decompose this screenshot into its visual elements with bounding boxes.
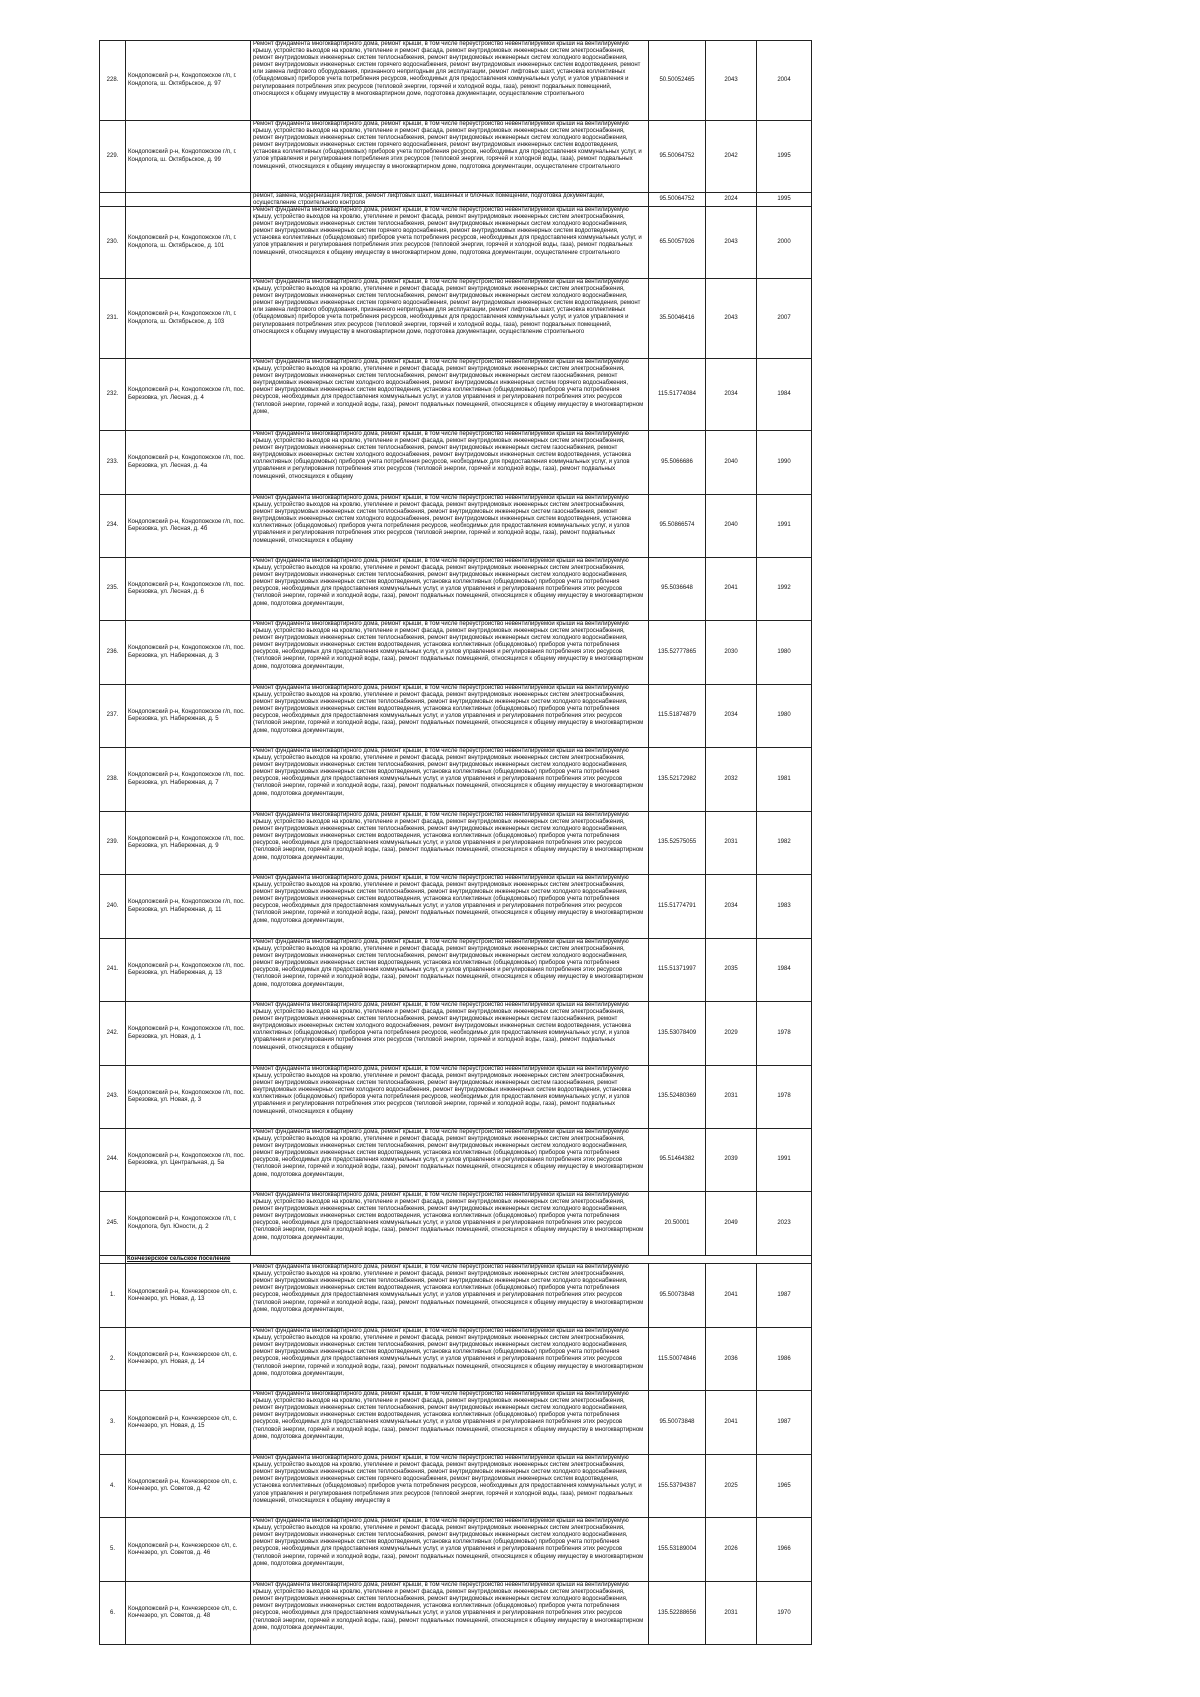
- address-cell: Кондопожский р-н, Кондопожское г/п, пос. Березовка, ул. Набережная, д. 9: [126, 812, 251, 875]
- works-description-cell: [251, 495, 649, 558]
- address-cell: Кондопожский р-н, Кондопожское г/п, пос. Березовка, ул. Новая, д. 3: [126, 1066, 251, 1129]
- build-year-cell: 1978: [757, 1002, 812, 1066]
- table-row: [100, 41, 812, 121]
- works-description-text: Ремонт фундамента многоквартирного дома, ремонт крыши, в том числе переустройство невентилируемой крыши на вентилируемую крышу, устройство выходов на кровлю, утепление и ремонт фасада, ремонт внутридомовых инженерных систем электроснабжения, ремонт внутридомовых инженерных систем теплоснабжения, ремонт внутридомовых инженерных систем холодного водоснабжения, ремонт внутридомовых инженерных систем водоотведения, установка коллективных (общедомовых) приборов учета потребления ресурсов, необходимых для предоставления коммунальных услуг, и узлов управления и регулирования потребления этих ресурсов (тепловой энергии, горячей и холодной воды, газа), ремонт подвальных помещений, относящихся к общему имуществу в многоквартирном доме, подготовка документации,: [253, 1391, 644, 1440]
- value-cell: 50.50052465: [649, 41, 706, 121]
- planned-year-cell: 2040: [706, 431, 757, 495]
- planned-year-cell: 2040: [706, 495, 757, 558]
- row-number-cell: 6.: [100, 1582, 126, 1645]
- build-year-cell: 1980: [757, 685, 812, 748]
- value-cell: 95.50064752: [649, 121, 706, 193]
- works-description-cell: [251, 875, 649, 939]
- row-number-cell: 239.: [100, 812, 126, 875]
- works-description-cell: [251, 1582, 649, 1645]
- address-cell: Кондопожский р-н, Кондопожское г/п, г. Кондопога, ш. Октябрьское, д. 103: [126, 279, 251, 359]
- build-year-cell: 1984: [757, 359, 812, 431]
- section-heading: Кончезерское сельское поселение: [126, 1256, 812, 1264]
- planned-year-cell: 2039: [706, 1129, 757, 1192]
- address-cell: Кондопожский р-н, Кондопожское г/п, пос. Березовка, ул. Лесная, д. 4б: [126, 495, 251, 558]
- table-row: [100, 193, 812, 207]
- planned-year-cell: 2025: [706, 1455, 757, 1518]
- table-row: [100, 431, 812, 495]
- works-description-text: Ремонт фундамента многоквартирного дома, ремонт крыши, в том числе переустройство невентилируемой крыши на вентилируемую крышу, устройство выходов на кровлю, утепление и ремонт фасада, ремонт внутридомовых инженерных систем электроснабжения, ремонт внутридомовых инженерных систем теплоснабжения, ремонт внутридомовых инженерных систем холодного водоснабжения, ремонт внутридомовых инженерных систем горячего водоснабжения, ремонт внутридомовых инженерных систем водоотведения, установка коллективных (общедомовых) приборов учета потребления ресурсов, необходимых для предоставления коммунальных услуг, и узлов управления и регулирования потребления этих ресурсов (тепловой энергии, горячей и холодной воды, газа), ремонт подвальных помещений, относящихся к общему имуществу в многоквартирном доме, подготовка документации, осуществление строительного: [253, 121, 642, 170]
- address-cell: Кондопожский р-н, Кондопожское г/п, пос. Березовка, ул. Центральная, д. 5а: [126, 1129, 251, 1192]
- works-description-text: Ремонт фундамента многоквартирного дома, ремонт крыши, в том числе переустройство невентилируемой крыши на вентилируемую крышу, устройство выходов на кровлю, утепление и ремонт фасада, ремонт внутридомовых инженерных систем электроснабжения, ремонт внутридомовых инженерных систем теплоснабжения, ремонт внутридомовых инженерных систем газоснабжения, ремонт внутридомовых инженерных систем холодного водоснабжения, ремонт внутридомовых инженерных систем водоотведения, установка коллективных (общедомовых) приборов учета потребления ресурсов, необходимых для предоставления коммунальных услуг, и узлов управления и регулирования потребления этих ресурсов (тепловой энергии, горячей и холодной воды, газа), ремонт подвальных помещений, относящихся к общему: [253, 495, 631, 544]
- address-cell: Кондопожский р-н, Кондопожское г/п, г. Кондопога, ш. Октябрьское, д. 101: [126, 207, 251, 279]
- value-cell: 135.52288656: [649, 1582, 706, 1645]
- works-description-cell: [251, 812, 649, 875]
- value-cell: 135.52480369: [649, 1066, 706, 1129]
- value-cell: 95.5066686: [649, 431, 706, 495]
- build-year-cell: 1984: [757, 939, 812, 1002]
- value-cell: 20.50001: [649, 1192, 706, 1256]
- planned-year-cell: 2042: [706, 121, 757, 193]
- table-row: [100, 1582, 812, 1645]
- build-year-cell: 1991: [757, 1129, 812, 1192]
- row-number-cell: 2.: [100, 1328, 126, 1391]
- planned-year-cell: 2030: [706, 621, 757, 685]
- works-description-cell: [251, 1264, 649, 1328]
- address-cell: Кондопожский р-н, Кондопожское г/п, пос. Березовка, ул. Набережная, д. 13: [126, 939, 251, 1002]
- value-cell: 135.52575055: [649, 812, 706, 875]
- works-description-text: Ремонт фундамента многоквартирного дома, ремонт крыши, в том числе переустройство невентилируемой крыши на вентилируемую крышу, устройство выходов на кровлю, утепление и ремонт фасада, ремонт внутридомовых инженерных систем электроснабжения, ремонт внутридомовых инженерных систем теплоснабжения, ремонт внутридомовых инженерных систем холодного водоснабжения, ремонт внутридомовых инженерных систем водоотведения, установка коллективных (общедомовых) приборов учета потребления ресурсов, необходимых для предоставления коммунальных услуг, и узлов управления и регулирования потребления этих ресурсов (тепловой энергии, горячей и холодной воды, газа), ремонт подвальных помещений, относящихся к общему имуществу в многоквартирном доме, подготовка документации,: [253, 685, 644, 734]
- planned-year-cell: 2036: [706, 1328, 757, 1391]
- address-cell: Кондопожский р-н, Кондопожское г/п, г. Кондопога, ш. Октябрьское, д. 99: [126, 121, 251, 193]
- address-cell: Кондопожский р-н, Кондопожское г/п, г. Кондопога, ш. Октябрьское, д. 97: [126, 41, 251, 121]
- planned-year-cell: 2043: [706, 279, 757, 359]
- planned-year-cell: 2032: [706, 748, 757, 812]
- value-cell: 115.51774791: [649, 875, 706, 939]
- table-row: [100, 1455, 812, 1518]
- row-number-cell: 233.: [100, 431, 126, 495]
- table-row: [100, 1002, 812, 1066]
- works-description-cell: [251, 207, 649, 279]
- works-description-cell: [251, 1066, 649, 1129]
- table-row: [100, 621, 812, 685]
- build-year-cell: 2000: [757, 207, 812, 279]
- address-cell: Кондопожский р-н, Кондопожское г/п, пос. Березовка, ул. Набережная, д. 11: [126, 875, 251, 939]
- works-description-cell: [251, 939, 649, 1002]
- works-description-text: Ремонт фундамента многоквартирного дома, ремонт крыши, в том числе переустройство невентилируемой крыши на вентилируемую крышу, устройство выходов на кровлю, утепление и ремонт фасада, ремонт внутридомовых инженерных систем электроснабжения, ремонт внутридомовых инженерных систем теплоснабжения, ремонт внутридомовых инженерных систем газоснабжения, ремонт внутридомовых инженерных систем холодного водоснабжения, ремонт внутридомовых инженерных систем водоотведения, установка коллективных (общедомовых) приборов учета потребления ресурсов, необходимых для предоставления коммунальных услуг, и узлов управления и регулирования потребления этих ресурсов (тепловой энергии, горячей и холодной воды, газа), ремонт подвальных помещений, относящихся к общему: [253, 1002, 631, 1051]
- build-year-cell: 1970: [757, 1582, 812, 1645]
- section-spacer: [100, 1256, 126, 1264]
- table-row: [100, 1264, 812, 1328]
- build-year-cell: 1990: [757, 431, 812, 495]
- table-row: [100, 1518, 812, 1582]
- works-description-cell: [251, 431, 649, 495]
- works-description-cell: [251, 621, 649, 685]
- works-description-cell: [251, 193, 649, 207]
- value-cell: 115.51874879: [649, 685, 706, 748]
- value-cell: 95.5036648: [649, 558, 706, 621]
- works-description-text: Ремонт фундамента многоквартирного дома, ремонт крыши, в том числе переустройство невентилируемой крыши на вентилируемую крышу, устройство выходов на кровлю, утепление и ремонт фасада, ремонт внутридомовых инженерных систем электроснабжения, ремонт внутридомовых инженерных систем теплоснабжения, ремонт внутридомовых инженерных систем холодного водоснабжения, ремонт внутридомовых инженерных систем водоотведения, установка коллективных (общедомовых) приборов учета потребления ресурсов, необходимых для предоставления коммунальных услуг, и узлов управления и регулирования потребления этих ресурсов (тепловой энергии, горячей и холодной воды, газа), ремонт подвальных помещений, относящихся к общему имуществу в многоквартирном доме, подготовка документации,: [253, 939, 644, 988]
- row-number-cell: 228.: [100, 41, 126, 121]
- works-description-text: Ремонт фундамента многоквартирного дома, ремонт крыши, в том числе переустройство невентилируемой крыши на вентилируемую крышу, устройство выходов на кровлю, утепление и ремонт фасада, ремонт внутридомовых инженерных систем электроснабжения, ремонт внутридомовых инженерных систем теплоснабжения, ремонт внутридомовых инженерных систем холодного водоснабжения, ремонт внутридомовых инженерных систем водоотведения, установка коллективных (общедомовых) приборов учета потребления ресурсов, необходимых для предоставления коммунальных услуг, и узлов управления и регулирования потребления этих ресурсов (тепловой энергии, горячей и холодной воды, газа), ремонт подвальных помещений, относящихся к общему имуществу в многоквартирном доме, подготовка документации,: [253, 1328, 644, 1377]
- build-year-cell: 2007: [757, 279, 812, 359]
- row-number-cell: 229.: [100, 121, 126, 193]
- works-description-text: Ремонт фундамента многоквартирного дома, ремонт крыши, в том числе переустройство невентилируемой крыши на вентилируемую крышу, устройство выходов на кровлю, утепление и ремонт фасада, ремонт внутридомовых инженерных систем электроснабжения, ремонт внутридомовых инженерных систем теплоснабжения, ремонт внутридомовых инженерных систем холодного водоснабжения, ремонт внутридомовых инженерных систем водоотведения, установка коллективных (общедомовых) приборов учета потребления ресурсов, необходимых для предоставления коммунальных услуг, и узлов управления и регулирования потребления этих ресурсов (тепловой энергии, горячей и холодной воды, газа), ремонт подвальных помещений, относящихся к общему имуществу в многоквартирном доме, подготовка документации,: [253, 875, 644, 924]
- works-description-cell: [251, 685, 649, 748]
- address-cell: Кондопожский р-н, Кондопожское г/п, пос. Березовка, ул. Лесная, д. 6: [126, 558, 251, 621]
- address-cell: Кондопожский р-н, Кондопожское г/п, пос. Березовка, ул. Лесная, д. 4: [126, 359, 251, 431]
- build-year-cell: 1995: [757, 193, 812, 207]
- table-row: [100, 875, 812, 939]
- planned-year-cell: 2024: [706, 193, 757, 207]
- works-description-text: Ремонт фундамента многоквартирного дома, ремонт крыши, в том числе переустройство невентилируемой крыши на вентилируемую крышу, устройство выходов на кровлю, утепление и ремонт фасада, ремонт внутридомовых инженерных систем электроснабжения, ремонт внутридомовых инженерных систем теплоснабжения, ремонт внутридомовых инженерных систем газоснабжения, ремонт внутридомовых инженерных систем холодного водоснабжения, ремонт внутридомовых инженерных систем водоотведения, установка коллективных (общедомовых) приборов учета потребления ресурсов, необходимых для предоставления коммунальных услуг, и узлов управления и регулирования потребления этих ресурсов (тепловой энергии, горячей и холодной воды, газа), ремонт подвальных помещений, относящихся к общему: [253, 1066, 631, 1115]
- value-cell: 95.50073848: [649, 1391, 706, 1455]
- planned-year-cell: 2031: [706, 1066, 757, 1129]
- works-description-text: Ремонт фундамента многоквартирного дома, ремонт крыши, в том числе переустройство невентилируемой крыши на вентилируемую крышу, устройство выходов на кровлю, утепление и ремонт фасада, ремонт внутридомовых инженерных систем электроснабжения, ремонт внутридомовых инженерных систем теплоснабжения, ремонт внутридомовых инженерных систем холодного водоснабжения, ремонт внутридомовых инженерных систем горячего водоснабжения, ремонт внутридомовых инженерных систем водоотведения, ремонт или замена лифтового оборудования, признанного непригодным для эксплуатации, ремонт лифтовых шахт, установка коллективных (общедомовых) приборов учета потребления ресурсов, необходимых для предоставления коммунальных услуг, и узлов управления и регулирования потребления этих ресурсов (тепловой энергии, горячей и холодной воды, газа), ремонт подвальных помещений, относящихся к общему имуществу в многоквартирном доме, подготовка документации, осуществление строительного: [253, 41, 641, 97]
- build-year-cell: 2004: [757, 41, 812, 121]
- table-row: [100, 279, 812, 359]
- table-row: [100, 939, 812, 1002]
- works-description-text: Ремонт фундамента многоквартирного дома, ремонт крыши, в том числе переустройство невентилируемой крыши на вентилируемую крышу, устройство выходов на кровлю, утепление и ремонт фасада, ремонт внутридомовых инженерных систем электроснабжения, ремонт внутридомовых инженерных систем теплоснабжения, ремонт внутридомовых инженерных систем холодного водоснабжения, ремонт внутридомовых инженерных систем водоотведения, установка коллективных (общедомовых) приборов учета потребления ресурсов, необходимых для предоставления коммунальных услуг, и узлов управления и регулирования потребления этих ресурсов (тепловой энергии, горячей и холодной воды, газа), ремонт подвальных помещений, относящихся к общему имуществу в многоквартирном доме, подготовка документации,: [253, 748, 644, 797]
- works-description-cell: [251, 1455, 649, 1518]
- table-row: [100, 1391, 812, 1455]
- works-description-cell: [251, 1192, 649, 1256]
- row-number-cell: 237.: [100, 685, 126, 748]
- build-year-cell: 1986: [757, 1328, 812, 1391]
- table-row: [100, 558, 812, 621]
- row-number-cell: 238.: [100, 748, 126, 812]
- works-description-text: Ремонт фундамента многоквартирного дома, ремонт крыши, в том числе переустройство невентилируемой крыши на вентилируемую крышу, устройство выходов на кровлю, утепление и ремонт фасада, ремонт внутридомовых инженерных систем электроснабжения, ремонт внутридомовых инженерных систем теплоснабжения, ремонт внутридомовых инженерных систем холодного водоснабжения, ремонт внутридомовых инженерных систем водоотведения, установка коллективных (общедомовых) приборов учета потребления ресурсов, необходимых для предоставления коммунальных услуг, и узлов управления и регулирования потребления этих ресурсов (тепловой энергии, горячей и холодной воды, газа), ремонт подвальных помещений, относящихся к общему имуществу в многоквартирном доме, подготовка документации,: [253, 1518, 644, 1567]
- table-row: [100, 207, 812, 279]
- works-description-text: Ремонт фундамента многоквартирного дома, ремонт крыши, в том числе переустройство невентилируемой крыши на вентилируемую крышу, устройство выходов на кровлю, утепление и ремонт фасада, ремонт внутридомовых инженерных систем электроснабжения, ремонт внутридомовых инженерных систем теплоснабжения, ремонт внутридомовых инженерных систем холодного водоснабжения, ремонт внутридомовых инженерных систем горячего водоснабжения, ремонт внутридомовых инженерных систем водоотведения, установка коллективных (общедомовых) приборов учета потребления ресурсов, необходимых для предоставления коммунальных услуг, и узлов управления и регулирования потребления этих ресурсов (тепловой энергии, горячей и холодной воды, газа), ремонт подвальных помещений, относящихся к общему имуществу в: [253, 1455, 642, 1504]
- value-cell: 135.52777865: [649, 621, 706, 685]
- value-cell: 135.53078409: [649, 1002, 706, 1066]
- works-description-text: Ремонт фундамента многоквартирного дома, ремонт крыши, в том числе переустройство невентилируемой крыши на вентилируемую крышу, устройство выходов на кровлю, утепление и ремонт фасада, ремонт внутридомовых инженерных систем электроснабжения, ремонт внутридомовых инженерных систем теплоснабжения, ремонт внутридомовых инженерных систем холодного водоснабжения, ремонт внутридомовых инженерных систем водоотведения, установка коллективных (общедомовых) приборов учета потребления ресурсов, необходимых для предоставления коммунальных услуг, и узлов управления и регулирования потребления этих ресурсов (тепловой энергии, горячей и холодной воды, газа), ремонт подвальных помещений, относящихся к общему имуществу в многоквартирном доме, подготовка документации,: [253, 1264, 644, 1313]
- planned-year-cell: 2041: [706, 1264, 757, 1328]
- value-cell: 95.50073848: [649, 1264, 706, 1328]
- planned-year-cell: 2041: [706, 558, 757, 621]
- address-cell: [126, 193, 251, 207]
- table-row: [100, 1129, 812, 1192]
- address-cell: Кондопожский р-н, Кондопожское г/п, пос. Березовка, ул. Набережная, д. 7: [126, 748, 251, 812]
- planned-year-cell: 2031: [706, 1582, 757, 1645]
- address-cell: Кондопожский р-н, Кончезерское с/п, с. Кончезеро, ул. Советов, д. 48: [126, 1582, 251, 1645]
- value-cell: 135.52172982: [649, 748, 706, 812]
- works-description-text: Ремонт фундамента многоквартирного дома, ремонт крыши, в том числе переустройство невентилируемой крыши на вентилируемую крышу, устройство выходов на кровлю, утепление и ремонт фасада, ремонт внутридомовых инженерных систем электроснабжения, ремонт внутридомовых инженерных систем теплоснабжения, ремонт внутридомовых инженерных систем холодного водоснабжения, ремонт внутридомовых инженерных систем горячего водоснабжения, ремонт внутридомовых инженерных систем водоотведения, установка коллективных (общедомовых) приборов учета потребления ресурсов, необходимых для предоставления коммунальных услуг, и узлов управления и регулирования потребления этих ресурсов (тепловой энергии, горячей и холодной воды, газа), ремонт подвальных помещений, относящихся к общему имуществу в многоквартирном доме, подготовка документации, осуществление строительного: [253, 207, 642, 256]
- planned-year-cell: 2031: [706, 812, 757, 875]
- build-year-cell: 1978: [757, 1066, 812, 1129]
- row-number-cell: 242.: [100, 1002, 126, 1066]
- build-year-cell: 1983: [757, 875, 812, 939]
- address-cell: Кондопожский р-н, Кончезерское с/п, с. Кончезеро, ул. Новая, д. 13: [126, 1264, 251, 1328]
- address-cell: Кондопожский р-н, Кондопожское г/п, пос. Березовка, ул. Новая, д. 1: [126, 1002, 251, 1066]
- value-cell: 35.50046416: [649, 279, 706, 359]
- planned-year-cell: 2026: [706, 1518, 757, 1582]
- value-cell: 95.51464382: [649, 1129, 706, 1192]
- table-row: [100, 359, 812, 431]
- works-description-cell: [251, 1518, 649, 1582]
- address-cell: Кондопожский р-н, Кондопожское г/п, г. Кондопога, бул. Юности, д. 2: [126, 1192, 251, 1256]
- row-number-cell: 240.: [100, 875, 126, 939]
- value-cell: 65.50057926: [649, 207, 706, 279]
- planned-year-cell: 2043: [706, 207, 757, 279]
- row-number-cell: 241.: [100, 939, 126, 1002]
- works-description-cell: [251, 1129, 649, 1192]
- value-cell: 155.53794387: [649, 1455, 706, 1518]
- build-year-cell: 1987: [757, 1391, 812, 1455]
- works-description-cell: [251, 1328, 649, 1391]
- planned-year-cell: 2034: [706, 685, 757, 748]
- table-row: [100, 748, 812, 812]
- value-cell: 95.50866574: [649, 495, 706, 558]
- works-description-cell: [251, 558, 649, 621]
- works-description-text: ремонт, замена, модернизация лифтов, ремонт лифтовых шахт, машинных и блочных помещений, подготовка документации, осуществление строительного контроля: [253, 193, 605, 206]
- build-year-cell: 1982: [757, 812, 812, 875]
- build-year-cell: 2023: [757, 1192, 812, 1256]
- row-number-cell: 232.: [100, 359, 126, 431]
- section-row: [100, 1256, 812, 1264]
- works-description-text: Ремонт фундамента многоквартирного дома, ремонт крыши, в том числе переустройство невентилируемой крыши на вентилируемую крышу, устройство выходов на кровлю, утепление и ремонт фасада, ремонт внутридомовых инженерных систем электроснабжения, ремонт внутридомовых инженерных систем теплоснабжения, ремонт внутридомовых инженерных систем газоснабжения, ремонт внутридомовых инженерных систем холодного водоснабжения, ремонт внутридомовых инженерных систем водоотведения, установка коллективных (общедомовых) приборов учета потребления ресурсов, необходимых для предоставления коммунальных услуг, и узлов управления и регулирования потребления этих ресурсов (тепловой энергии, горячей и холодной воды, газа), ремонт подвальных помещений, относящихся к общему: [253, 431, 631, 480]
- works-description-cell: [251, 121, 649, 193]
- planned-year-cell: 2034: [706, 875, 757, 939]
- build-year-cell: 1987: [757, 1264, 812, 1328]
- row-number-cell: 244.: [100, 1129, 126, 1192]
- row-number-cell: 5.: [100, 1518, 126, 1582]
- works-table-body: [100, 41, 812, 1645]
- row-number-cell: 234.: [100, 495, 126, 558]
- planned-year-cell: 2043: [706, 41, 757, 121]
- value-cell: 115.50074846: [649, 1328, 706, 1391]
- table-row: [100, 1192, 812, 1256]
- value-cell: 95.50064752: [649, 193, 706, 207]
- planned-year-cell: 2041: [706, 1391, 757, 1455]
- row-number-cell: [100, 193, 126, 207]
- planned-year-cell: 2049: [706, 1192, 757, 1256]
- address-cell: Кондопожский р-н, Кончезерское с/п, с. Кончезеро, ул. Советов, д. 46: [126, 1518, 251, 1582]
- works-description-cell: [251, 41, 649, 121]
- build-year-cell: 1966: [757, 1518, 812, 1582]
- table-row: [100, 121, 812, 193]
- build-year-cell: 1991: [757, 495, 812, 558]
- address-cell: Кондопожский р-н, Кончезерское с/п, с. Кончезеро, ул. Новая, д. 14: [126, 1328, 251, 1391]
- row-number-cell: 1.: [100, 1264, 126, 1328]
- works-table: [99, 40, 812, 1645]
- row-number-cell: 235.: [100, 558, 126, 621]
- row-number-cell: 4.: [100, 1455, 126, 1518]
- works-description-text: Ремонт фундамента многоквартирного дома, ремонт крыши, в том числе переустройство невентилируемой крыши на вентилируемую крышу, устройство выходов на кровлю, утепление и ремонт фасада, ремонт внутридомовых инженерных систем электроснабжения, ремонт внутридомовых инженерных систем теплоснабжения, ремонт внутридомовых инженерных систем холодного водоснабжения, ремонт внутридомовых инженерных систем водоотведения, установка коллективных (общедомовых) приборов учета потребления ресурсов, необходимых для предоставления коммунальных услуг, и узлов управления и регулирования потребления этих ресурсов (тепловой энергии, горячей и холодной воды, газа), ремонт подвальных помещений, относящихся к общему имуществу в многоквартирном доме, подготовка документации,: [253, 558, 644, 607]
- address-cell: Кондопожский р-н, Кондопожское г/п, пос. Березовка, ул. Лесная, д. 4а: [126, 431, 251, 495]
- build-year-cell: 1992: [757, 558, 812, 621]
- works-description-text: Ремонт фундамента многоквартирного дома, ремонт крыши, в том числе переустройство невентилируемой крыши на вентилируемую крышу, устройство выходов на кровлю, утепление и ремонт фасада, ремонт внутридомовых инженерных систем электроснабжения, ремонт внутридомовых инженерных систем теплоснабжения, ремонт внутридомовых инженерных систем холодного водоснабжения, ремонт внутридомовых инженерных систем водоотведения, установка коллективных (общедомовых) приборов учета потребления ресурсов, необходимых для предоставления коммунальных услуг, и узлов управления и регулирования потребления этих ресурсов (тепловой энергии, горячей и холодной воды, газа), ремонт подвальных помещений, относящихся к общему имуществу в многоквартирном доме, подготовка документации,: [253, 621, 644, 670]
- works-description-cell: [251, 279, 649, 359]
- works-description-cell: [251, 1391, 649, 1455]
- row-number-cell: 3.: [100, 1391, 126, 1455]
- build-year-cell: 1980: [757, 621, 812, 685]
- value-cell: 155.53189004: [649, 1518, 706, 1582]
- row-number-cell: 243.: [100, 1066, 126, 1129]
- build-year-cell: 1981: [757, 748, 812, 812]
- row-number-cell: 245.: [100, 1192, 126, 1256]
- address-cell: Кондопожский р-н, Кончезерское с/п, с. Кончезеро, ул. Советов, д. 42: [126, 1455, 251, 1518]
- address-cell: Кондопожский р-н, Кондопожское г/п, пос. Березовка, ул. Набережная, д. 3: [126, 621, 251, 685]
- build-year-cell: 1995: [757, 121, 812, 193]
- table-row: [100, 1328, 812, 1391]
- row-number-cell: 230.: [100, 207, 126, 279]
- works-description-cell: [251, 359, 649, 431]
- value-cell: 115.51371997: [649, 939, 706, 1002]
- works-description-text: Ремонт фундамента многоквартирного дома, ремонт крыши, в том числе переустройство невентилируемой крыши на вентилируемую крышу, устройство выходов на кровлю, утепление и ремонт фасада, ремонт внутридомовых инженерных систем электроснабжения, ремонт внутридомовых инженерных систем теплоснабжения, ремонт внутридомовых инженерных систем холодного водоснабжения, ремонт внутридомовых инженерных систем водоотведения, установка коллективных (общедомовых) приборов учета потребления ресурсов, необходимых для предоставления коммунальных услуг, и узлов управления и регулирования потребления этих ресурсов (тепловой энергии, горячей и холодной воды, газа), ремонт подвальных помещений, относящихся к общему имуществу в многоквартирном доме, подготовка документации,: [253, 812, 644, 861]
- address-cell: Кондопожский р-н, Кондопожское г/п, пос. Березовка, ул. Набережная, д. 5: [126, 685, 251, 748]
- works-description-cell: [251, 748, 649, 812]
- planned-year-cell: 2034: [706, 359, 757, 431]
- table-row: [100, 1066, 812, 1129]
- works-description-cell: [251, 1002, 649, 1066]
- table-row: [100, 685, 812, 748]
- works-description-text: Ремонт фундамента многоквартирного дома, ремонт крыши, в том числе переустройство невентилируемой крыши на вентилируемую крышу, устройство выходов на кровлю, утепление и ремонт фасада, ремонт внутридомовых инженерных систем электроснабжения, ремонт внутридомовых инженерных систем теплоснабжения, ремонт внутридомовых инженерных систем холодного водоснабжения, ремонт внутридомовых инженерных систем водоотведения, установка коллективных (общедомовых) приборов учета потребления ресурсов, необходимых для предоставления коммунальных услуг, и узлов управления и регулирования потребления этих ресурсов (тепловой энергии, горячей и холодной воды, газа), ремонт подвальных помещений, относящихся к общему имуществу в многоквартирном доме, подготовка документации,: [253, 1582, 644, 1631]
- address-cell: Кондопожский р-н, Кончезерское с/п, с. Кончезеро, ул. Новая, д. 15: [126, 1391, 251, 1455]
- row-number-cell: 231.: [100, 279, 126, 359]
- build-year-cell: 1965: [757, 1455, 812, 1518]
- planned-year-cell: 2029: [706, 1002, 757, 1066]
- table-row: [100, 812, 812, 875]
- works-description-text: Ремонт фундамента многоквартирного дома, ремонт крыши, в том числе переустройство невентилируемой крыши на вентилируемую крышу, устройство выходов на кровлю, утепление и ремонт фасада, ремонт внутридомовых инженерных систем электроснабжения, ремонт внутридомовых инженерных систем теплоснабжения, ремонт внутридомовых инженерных систем холодного водоснабжения, ремонт внутридомовых инженерных систем водоотведения, установка коллективных (общедомовых) приборов учета потребления ресурсов, необходимых для предоставления коммунальных услуг, и узлов управления и регулирования потребления этих ресурсов (тепловой энергии, горячей и холодной воды, газа), ремонт подвальных помещений, относящихся к общему имуществу в многоквартирном доме, подготовка документации,: [253, 1192, 644, 1241]
- row-number-cell: 236.: [100, 621, 126, 685]
- works-description-text: Ремонт фундамента многоквартирного дома, ремонт крыши, в том числе переустройство невентилируемой крыши на вентилируемую крышу, устройство выходов на кровлю, утепление и ремонт фасада, ремонт внутридомовых инженерных систем электроснабжения, ремонт внутридомовых инженерных систем теплоснабжения, ремонт внутридомовых инженерных систем холодного водоснабжения, ремонт внутридомовых инженерных систем горячего водоснабжения, ремонт внутридомовых инженерных систем водоотведения, ремонт или замена лифтового оборудования, признанного непригодным для эксплуатации, ремонт лифтовых шахт, установка коллективных (общедомовых) приборов учета потребления ресурсов, необходимых для предоставления коммунальных услуг, и узлов управления и регулирования потребления этих ресурсов (тепловой энергии, горячей и холодной воды, газа), ремонт подвальных помещений, относящихся к общему имуществу в многоквартирном доме, подготовка документации, осуществление строительного: [253, 279, 641, 335]
- table-row: [100, 495, 812, 558]
- planned-year-cell: 2035: [706, 939, 757, 1002]
- works-description-text: Ремонт фундамента многоквартирного дома, ремонт крыши, в том числе переустройство невентилируемой крыши на вентилируемую крышу, устройство выходов на кровлю, утепление и ремонт фасада, ремонт внутридомовых инженерных систем электроснабжения, ремонт внутридомовых инженерных систем теплоснабжения, ремонт внутридомовых инженерных систем газоснабжения, ремонт внутридомовых инженерных систем холодного водоснабжения, ремонт внутридомовых инженерных систем горячего водоснабжения, ремонт внутридомовых инженерных систем водоотведения, установка коллективных (общедомовых) приборов учета потребления ресурсов, необходимых для предоставления коммунальных услуг, и узлов управления и регулирования потребления этих ресурсов (тепловой энергии, горячей и холодной воды, газа), ремонт подвальных помещений, относящихся к общему имуществу в многоквартирном доме,: [253, 359, 644, 415]
- value-cell: 115.51774084: [649, 359, 706, 431]
- works-description-text: Ремонт фундамента многоквартирного дома, ремонт крыши, в том числе переустройство невентилируемой крыши на вентилируемую крышу, устройство выходов на кровлю, утепление и ремонт фасада, ремонт внутридомовых инженерных систем электроснабжения, ремонт внутридомовых инженерных систем теплоснабжения, ремонт внутридомовых инженерных систем холодного водоснабжения, ремонт внутридомовых инженерных систем водоотведения, установка коллективных (общедомовых) приборов учета потребления ресурсов, необходимых для предоставления коммунальных услуг, и узлов управления и регулирования потребления этих ресурсов (тепловой энергии, горячей и холодной воды, газа), ремонт подвальных помещений, относящихся к общему имуществу в многоквартирном доме, подготовка документации,: [253, 1129, 644, 1178]
